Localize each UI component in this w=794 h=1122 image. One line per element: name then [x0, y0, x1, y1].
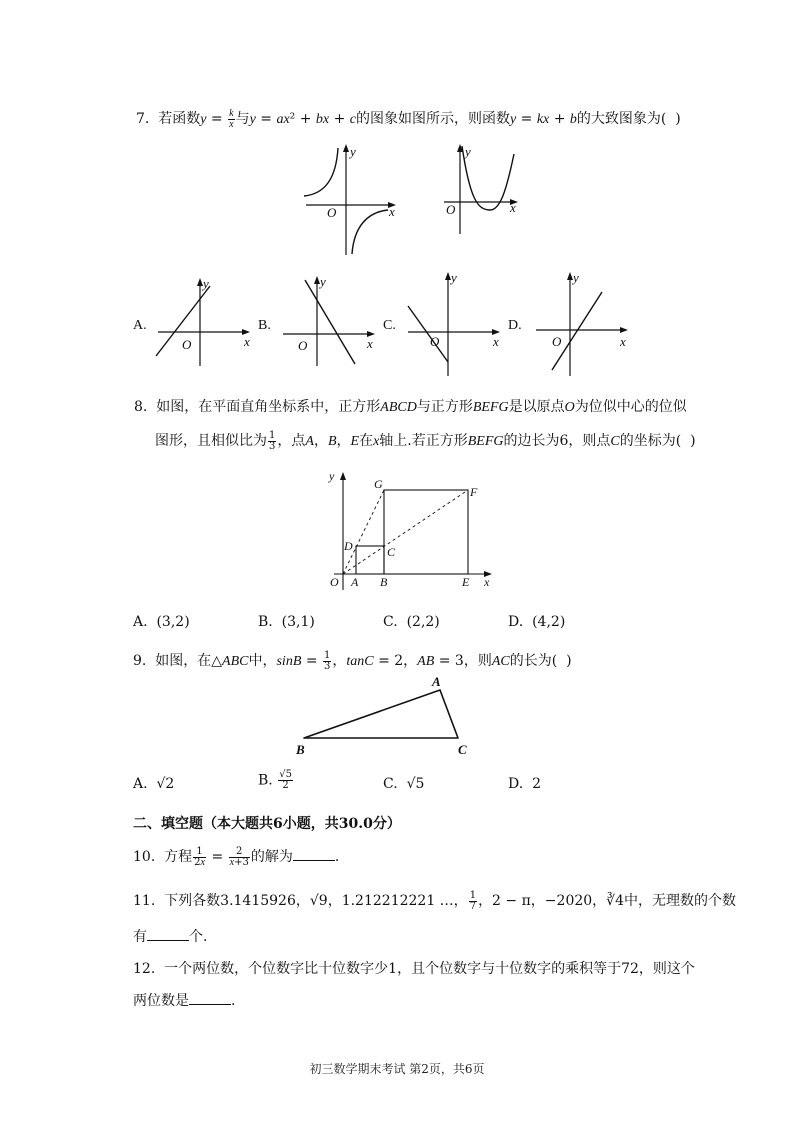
svg-text:O: O — [182, 337, 192, 352]
q9-option-b[interactable]: B. $\frac{√5}{2}$ — [258, 769, 292, 791]
q8-option-a[interactable]: A. (3,2) — [133, 614, 190, 630]
q9-option-a[interactable]: A. √2 — [133, 776, 175, 792]
q7-option-d-graph[interactable] — [528, 266, 634, 378]
q8-label-d: D — [344, 539, 353, 553]
svg-text:x: x — [367, 336, 373, 351]
q9-stem: 9. 如图，在△ABC中，sinB = $\frac{1}{3}$ ，tanC = 2，AB = 3，则AC的长为( ) — [133, 649, 572, 672]
svg-text:O: O — [430, 334, 440, 349]
q8-label-g: G — [374, 477, 383, 491]
svg-text:x: x — [620, 334, 626, 349]
q12-line2: 两位数是 . — [133, 993, 236, 1009]
q7-option-b-label[interactable]: B. — [258, 318, 271, 333]
q8-option-b[interactable]: B. (3,1) — [258, 614, 315, 630]
q8-label-b: B — [380, 575, 388, 589]
svg-text:O: O — [327, 205, 337, 220]
svg-text:y: y — [350, 144, 356, 159]
section-heading-fill-blank: 二、填空题（本大题共6小题，共30.0分） — [133, 816, 401, 832]
q7-stem: 7. 若函数y = $\frac{k}{x}$ 与y = ax² + bx + c的图象如图所示，则函数y = kx + b的大致图象为( ) — [136, 107, 681, 130]
q7-parabola-figure — [438, 140, 528, 236]
q12-line1: 12. 一个两位数，个位数字比十位数字少1，且个位数字与十位数字的乘积等于72，则这个 — [133, 961, 695, 977]
svg-text:y: y — [573, 270, 579, 285]
q8-label-f: F — [470, 485, 478, 499]
page-footer: 初三数学期末考试 第2页，共6页 — [309, 1062, 485, 1076]
svg-text:O: O — [298, 338, 308, 353]
svg-text:x: x — [389, 204, 395, 219]
q8-line1: 8. 如图，在平面直角坐标系中，正方形ABCD与正方形BEFG是以原点O为位似中心的位似 — [134, 399, 687, 415]
q8-label-c: C — [387, 545, 396, 559]
svg-text:O: O — [552, 334, 562, 349]
q8-label-y: y — [329, 469, 335, 483]
svg-text:O: O — [446, 202, 456, 217]
q8-figure — [320, 466, 500, 592]
q8-number: 8. — [134, 399, 148, 415]
q7-number: 7. — [136, 111, 150, 127]
q8-option-c[interactable]: C. (2,2) — [383, 614, 440, 630]
q8-line2: 图形，且相似比为 $\frac{1}{3}$ ，点A，B，E在x轴上.若正方形BEFG的边长为6，则点C的坐标为( ) — [155, 429, 696, 452]
q7-option-b-graph[interactable] — [275, 272, 381, 368]
svg-text:x: x — [510, 200, 516, 215]
svg-text:y: y — [451, 270, 457, 285]
q10-stem: 10. 方程 $\frac{1}{2x}$ = $\frac{2}{x+3}$ 的解为 . — [133, 845, 340, 868]
svg-text:y: y — [320, 274, 326, 289]
q11-answer-blank[interactable] — [147, 928, 189, 941]
q10-number: 10. — [133, 849, 156, 865]
q9-label-a: A — [432, 674, 441, 689]
svg-text:y: y — [203, 276, 209, 291]
q9-option-d[interactable]: D. 2 — [508, 776, 542, 792]
q9-label-c: C — [458, 742, 467, 757]
q7-option-a-graph[interactable] — [150, 272, 256, 368]
q7-option-c-label[interactable]: C. — [383, 318, 396, 333]
q9-option-c[interactable]: C. √5 — [383, 776, 425, 792]
q9-number: 9. — [133, 653, 147, 669]
q9-triangle-figure — [292, 672, 482, 760]
q9-label-b: B — [296, 742, 305, 757]
svg-text:y: y — [465, 144, 471, 159]
q10-answer-blank[interactable] — [293, 848, 335, 861]
q11-number: 11. — [133, 893, 156, 909]
q11-line2: 有 个. — [133, 929, 208, 945]
svg-text:x: x — [244, 334, 250, 349]
q8-label-a: A — [351, 575, 359, 589]
q8-option-d[interactable]: D. (4,2) — [508, 614, 566, 630]
svg-text:x: x — [493, 334, 499, 349]
q8-label-e: E — [462, 575, 470, 589]
q7-option-a-label[interactable]: A. — [133, 318, 147, 333]
q12-number: 12. — [133, 961, 156, 977]
q12-answer-blank[interactable] — [189, 992, 231, 1005]
q7-hyperbola-figure — [296, 140, 402, 258]
q8-label-x: x — [484, 575, 490, 589]
q7-option-d-label[interactable]: D. — [508, 318, 522, 333]
q8-label-o: O — [330, 575, 339, 589]
q7-option-c-graph[interactable] — [400, 266, 506, 378]
q11-line1: 11. 下列各数3.1415926，√9，1.212212221 …， $\frac{1}{7}$ ，2 − π，−2020，∛4中，无理数的个数 — [133, 889, 736, 912]
